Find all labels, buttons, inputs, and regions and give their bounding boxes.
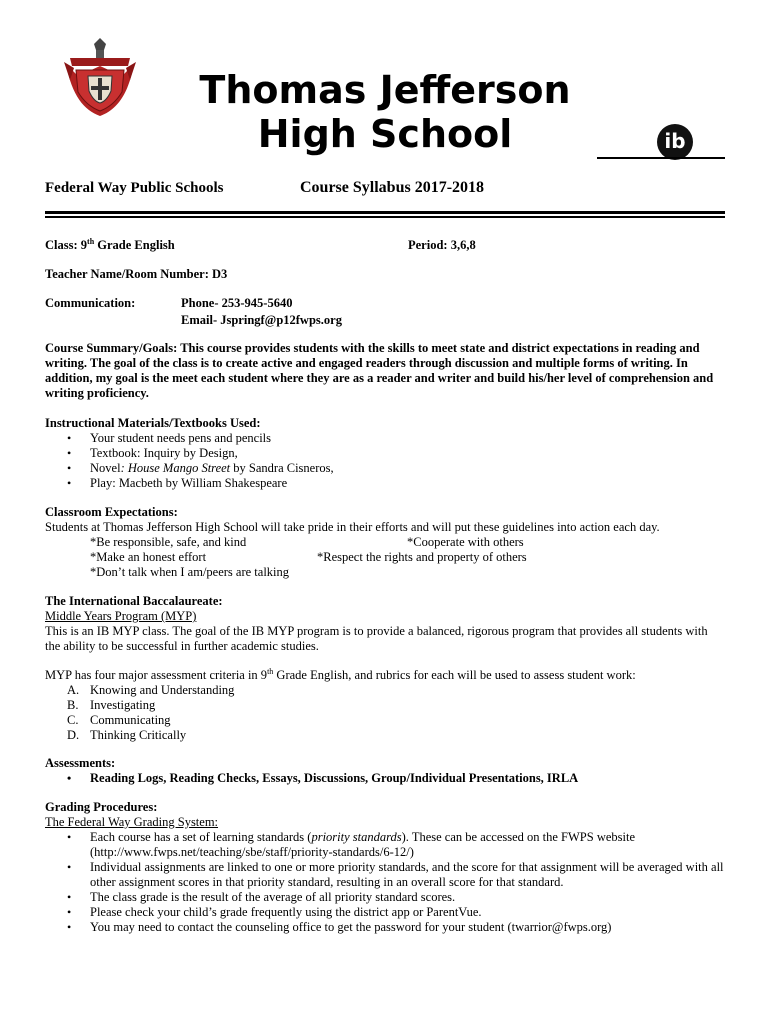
- class-suffix: Grade English: [94, 238, 175, 252]
- materials-section: [45, 416, 725, 491]
- novel-suffix: by Sandra Cisneros,: [230, 461, 334, 475]
- communication-label: Communication:: [45, 296, 136, 310]
- grading-item1-prefix: Each course has a set of learning standards (: [90, 830, 312, 844]
- summary-label: Course Summary/Goals:: [45, 341, 178, 355]
- assessments-list: [45, 771, 725, 786]
- class-prefix: Class: 9: [45, 238, 88, 252]
- criteria-text: Knowing and Understanding: [90, 683, 235, 697]
- assessments-section: [45, 756, 725, 786]
- class-period: Period: 3,6,8: [408, 238, 476, 252]
- list-item: • Textbook: Inquiry by Design,: [45, 446, 725, 461]
- list-item: • The class grade is the result of the average of all priority standard scores.: [45, 890, 725, 905]
- expectation-item: *Respect the rights and property of others: [317, 550, 527, 564]
- grading-section: [45, 800, 725, 935]
- course-syllabus-year: Course Syllabus 2017-2018: [300, 179, 485, 196]
- criteria-letter: D.: [67, 728, 80, 742]
- criteria-prefix: MYP has four major assessment criteria in 9: [45, 668, 268, 682]
- summary-text: This course provides students with the skills to meet state and district expectations in reading and writing. The goal of the class is to create active and engaged readers through discussion and multiple forms of writing. In addition, my goal is the meet each student where they are as a reader and writer and build his/her level of comprehension and writing proficiency.: [45, 341, 714, 400]
- materials-heading: Instructional Materials/Textbooks Used:: [45, 416, 261, 430]
- list-item: [45, 461, 725, 476]
- list-item: • You may need to contact the counseling office to get the password for your student (twarrior@fwps.org): [45, 920, 725, 935]
- myp-criteria-section: [45, 668, 725, 743]
- assessments-heading: Assessments:: [45, 756, 116, 770]
- ib-logo: [657, 124, 693, 160]
- criteria-sup: th: [267, 666, 274, 676]
- header-thin-rule: [597, 157, 725, 159]
- ib-logo-text: ib: [664, 129, 686, 153]
- class-sup: th: [87, 236, 95, 246]
- email-address: Email- Jspringf@p12fwps.org: [181, 313, 342, 327]
- list-item: • Your student needs pens and pencils: [45, 431, 725, 446]
- expectations-heading: Classroom Expectations:: [45, 505, 178, 519]
- header-double-rule-bottom: [45, 216, 725, 218]
- criteria-text: Investigating: [90, 698, 156, 712]
- ib-heading: The International Baccalaureate:: [45, 594, 223, 608]
- criteria-text: Communicating: [90, 713, 171, 727]
- expectations-intro: Students at Thomas Jefferson High School will take pride in their efforts and will put these guidelines into action each day.: [45, 520, 660, 534]
- school-crest-logo: [62, 36, 138, 118]
- criteria-letter: B.: [67, 698, 79, 712]
- class-name: [45, 238, 175, 253]
- expectations-left: [90, 535, 289, 580]
- expectation-item: *Be responsible, safe, and kind: [90, 535, 247, 549]
- ib-section: [45, 594, 725, 654]
- grading-subheading: The Federal Way Grading System:: [45, 815, 219, 829]
- ib-text: This is an IB MYP class. The goal of the IB MYP program is to provide a balanced, rigorous program that provides all students with the ability to be successful in further academic studies.: [45, 624, 708, 653]
- expectation-item: *Cooperate with others: [407, 535, 524, 549]
- course-summary: [45, 341, 725, 401]
- expectations-section: [45, 505, 735, 535]
- list-item: [45, 683, 725, 698]
- criteria-suffix: Grade English, and rubrics for each will be used to assess student work:: [273, 668, 636, 682]
- list-item: [45, 698, 725, 713]
- expectation-item: *Make an honest effort: [90, 550, 207, 564]
- list-item: [45, 713, 725, 728]
- list-item: • Please check your child’s grade frequently using the district app or ParentVue.: [45, 905, 725, 920]
- criteria-letter: C.: [67, 713, 79, 727]
- criteria-intro: [45, 668, 725, 683]
- materials-list: [45, 431, 725, 491]
- list-item: • Reading Logs, Reading Checks, Essays, Discussions, Group/Individual Presentations, IRLA: [45, 771, 725, 786]
- page-title: Thomas Jefferson High School: [199, 68, 571, 156]
- criteria-text: Thinking Critically: [90, 728, 187, 742]
- ib-subheading: Middle Years Program (MYP): [45, 609, 197, 623]
- list-item: • Individual assignments are linked to one or more priority standards, and the score for that assignment will be averaged with all other assignment scores in that priority standard, resulting in an overall score for that standard.: [45, 860, 725, 890]
- list-item: • Play: Macbeth by William Shakespeare: [45, 476, 725, 491]
- teacher-room: Teacher Name/Room Number: D3: [45, 267, 228, 281]
- grading-heading: Grading Procedures:: [45, 800, 158, 814]
- district-name: Federal Way Public Schools: [45, 180, 224, 196]
- novel-prefix: Novel: [90, 461, 121, 475]
- list-item: [45, 728, 725, 743]
- grading-list: [45, 830, 725, 935]
- criteria-letter: A.: [67, 683, 80, 697]
- novel-title: : House Mango Street: [120, 461, 231, 475]
- list-item: [45, 830, 725, 860]
- phone-number: Phone- 253-945-5640: [181, 296, 293, 310]
- expectation-item: *Don’t talk when I am/peers are talking: [90, 565, 290, 579]
- grading-item1-italic: priority standards: [311, 830, 402, 844]
- criteria-list: [45, 683, 725, 743]
- header-double-rule-top: [45, 211, 725, 214]
- grading-item1-suffix: ). These can be accessed on the FWPS website (http://www.fwps.net/teaching/sbe/staff/priority-standards/6-12/): [90, 830, 636, 859]
